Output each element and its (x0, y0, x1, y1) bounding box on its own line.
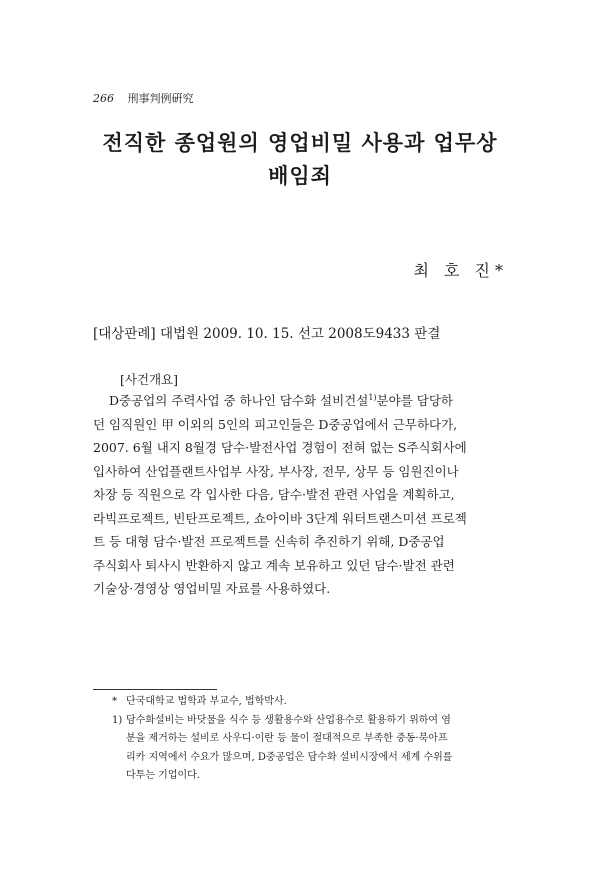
page-number: 266 (93, 92, 114, 105)
body-line: 트 등 대형 담수·발전 프로젝트를 신속히 추진하기 위해, D중공업 (93, 534, 445, 549)
footnote-1 (112, 712, 512, 786)
body-paragraph (93, 389, 511, 601)
journal-name: 刑事判例硏究 (127, 92, 194, 105)
title-line-1: 전직한 종업원의 영업비밀 사용과 업무상 (102, 131, 498, 155)
body-line: 입사하여 산업플랜트사업부 사장, 부사장, 전무, 상무 등 임원진이나 (93, 463, 459, 479)
footnote-mark: 1) (112, 714, 123, 726)
footnote-mark: * (112, 696, 117, 707)
footnote-line: 단국대학교 법학과 부교수, 법학박사. (126, 696, 287, 707)
footnote-line: 다투는 기업이다. (126, 770, 200, 781)
body-line: 2007. 6월 내지 8월경 담수·발전사업 경험이 전혀 없는 S주식회사에 (93, 440, 467, 455)
author-name: 최 호 진* (413, 261, 508, 280)
footnote-divider (93, 689, 217, 690)
running-head (93, 90, 194, 106)
article-title (60, 127, 540, 193)
footnote-line: 담수화설비는 바닷물을 식수 등 생활용수와 산업용수로 활용하기 위하여 염 (126, 714, 451, 726)
body-line: 기술상·경영상 영업비밀 자료를 사용하였다. (93, 581, 331, 596)
footnote-ref-1[interactable]: 1) (368, 392, 377, 402)
footnote-line: 분을 제거하는 설비로 사우디·이란 등 물이 절대적으로 부족한 중동·북아프 (126, 733, 448, 744)
footnote-author (112, 693, 512, 712)
section-heading: [사건개요] (120, 372, 179, 387)
footnotes (112, 693, 512, 786)
body-line: D중공업의 주력사업 중 하나인 담수화 설비건설$^{1)}$분야를 담당하 (109, 392, 453, 408)
title-line-2: 배임죄 (268, 164, 332, 188)
body-line: 던 임직원인 甲 이외의 5인의 피고인들은 D중공업에서 근무하다가, (93, 416, 458, 432)
body-line: 차장 등 직원으로 각 입사한 다음, 담수·발전 관련 사업을 계획하고, (93, 487, 455, 502)
body-line: 라빅프로젝트, 빈탄프로젝트, 쇼아이바 3단계 워터트랜스미션 프로젝 (93, 510, 467, 526)
body-line: 주식회사 퇴사시 반환하지 않고 계속 보유하고 있던 담수·발전 관련 (93, 557, 455, 573)
case-reference: [대상판례] 대법원 2009. 10. 15. 선고 2008도9433 판결 (93, 326, 441, 342)
footnote-line: 리카 지역에서 수요가 많으며, D중공업은 담수화 설비시장에서 세계 수위를 (126, 751, 453, 763)
